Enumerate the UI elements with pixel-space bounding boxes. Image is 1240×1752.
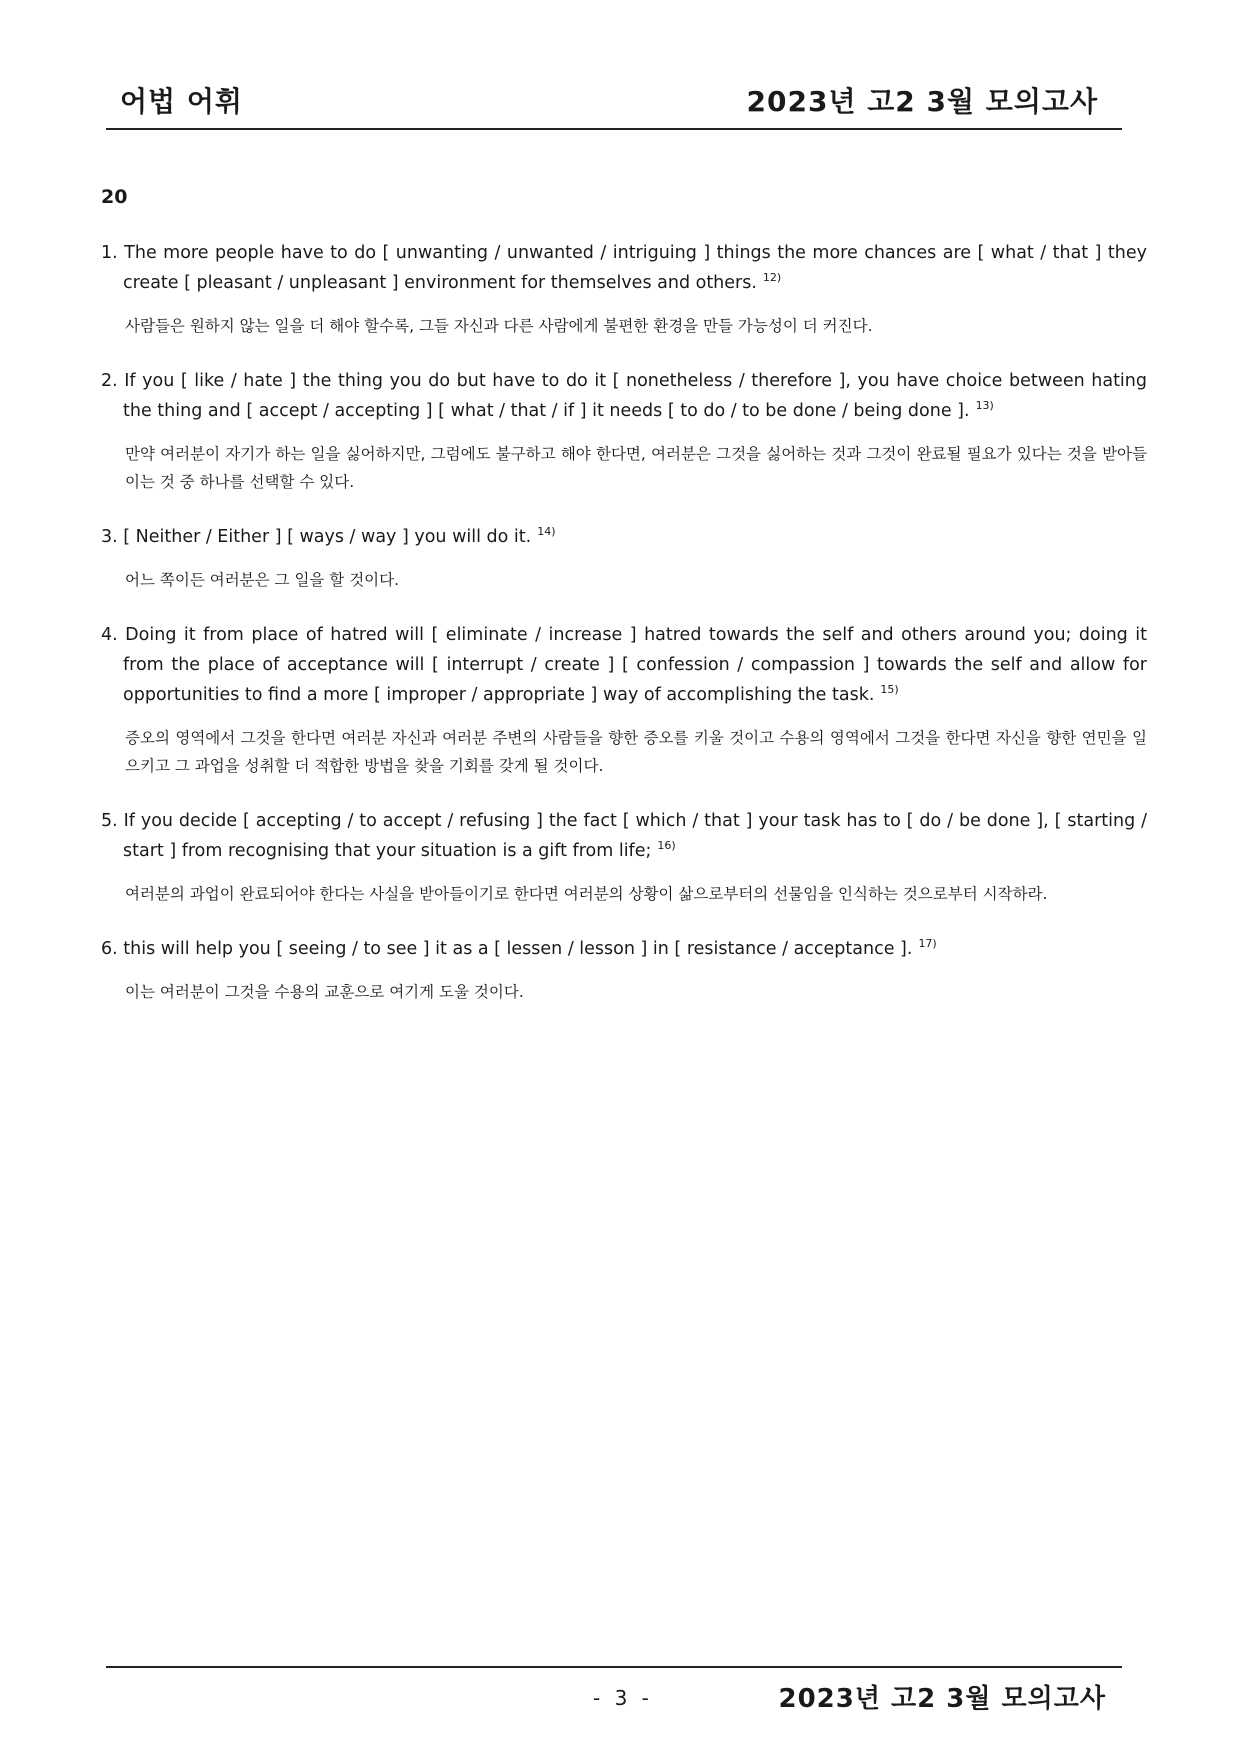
question-english: 2. If you [ like / hate ] the thing you do but have to do it [ nonetheless / therefore ], you have choice between hating the thing and [ accept / accepting ] [ what / that / if ] it needs [ to do / to be done / being done ]. $^{13)}$ [101, 371, 1147, 421]
question-item [101, 366, 1147, 496]
question-item [101, 934, 1147, 1006]
question-item [101, 238, 1147, 340]
footer-exam-title: 2023년 고2 3월 모의고사 [778, 1684, 1106, 1714]
question-korean: 여러분의 과업이 완료되어야 한다는 사실을 받아들이기로 한다면 여러분의 상황이 삶으로부터의 선물임을 인식하는 것으로부터 시작하라. [125, 885, 1048, 903]
question-list [101, 238, 1147, 1032]
page-number: - 3 - [593, 1686, 653, 1710]
page-header [106, 76, 1122, 130]
question-item [101, 620, 1147, 780]
footnote-ref: 15) [880, 683, 899, 697]
question-english: 6. this will help you [ seeing / to see ] it as a [ lessen / lesson ] in [ resistance / acceptance ]. $^{17)}$ [101, 937, 937, 959]
footnote-ref: 13) [975, 399, 994, 413]
footnote-ref: 17) [918, 937, 937, 951]
footnote-ref: 16) [657, 839, 676, 853]
question-item [101, 806, 1147, 908]
question-english: 4. Doing it from place of hatred will [ eliminate / increase ] hatred towards the self and others around you; doing it from the place of acceptance will [ interrupt / create ] [ confession / compassion ] towards the self and allow for opportunities to find a more [ improper / appropriate ] way of accomplishing the task. $^{15)}$ [101, 625, 1147, 705]
question-english: 3. [ Neither / Either ] [ ways / way ] you will do it. $^{14)}$ [101, 525, 556, 547]
header-subject: 어법 어휘 [120, 85, 243, 118]
question-korean: 증오의 영역에서 그것을 한다면 여러분 자신과 여러분 주변의 사람들을 향한 증오를 키울 것이고 수용의 영역에서 그것을 한다면 자신을 향한 연민을 일으키고 그 과업을 성취할 더 적합한 방법을 찾을 기회를 갖게 될 것이다. [125, 729, 1147, 775]
question-english: 1. The more people have to do [ unwanting / unwanted / intriguing ] things the more chances are [ what / that ] they create [ pleasant / unpleasant ] environment for themselves and others. $^{12)}$ [101, 243, 1147, 293]
footnote-ref: 12) [762, 271, 782, 285]
page-footer [106, 1666, 1122, 1738]
question-item [101, 522, 1147, 594]
section-number: 20 [101, 186, 128, 208]
question-english: 5. If you decide [ accepting / to accept / refusing ] the fact [ which / that ] your task has to [ do / be done ], [ starting / start ] from recognising that your situation is a gift from life; $^{16)}$ [101, 811, 1147, 861]
footnote-ref: 14) [537, 525, 556, 539]
question-korean: 만약 여러분이 자기가 하는 일을 싫어하지만, 그럼에도 불구하고 해야 한다면, 여러분은 그것을 싫어하는 것과 그것이 완료될 필요가 있다는 것을 받아들이는 것 중 하나를 선택할 수 있다. [125, 445, 1147, 491]
question-korean: 사람들은 원하지 않는 일을 더 해야 할수록, 그들 자신과 다른 사람에게 불편한 환경을 만들 가능성이 더 커진다. [125, 317, 873, 335]
question-korean: 이는 여러분이 그것을 수용의 교훈으로 여기게 도울 것이다. [125, 983, 524, 1001]
header-exam-title: 2023년 고2 3월 모의고사 [746, 85, 1098, 118]
question-korean: 어느 쪽이든 여러분은 그 일을 할 것이다. [125, 571, 400, 589]
